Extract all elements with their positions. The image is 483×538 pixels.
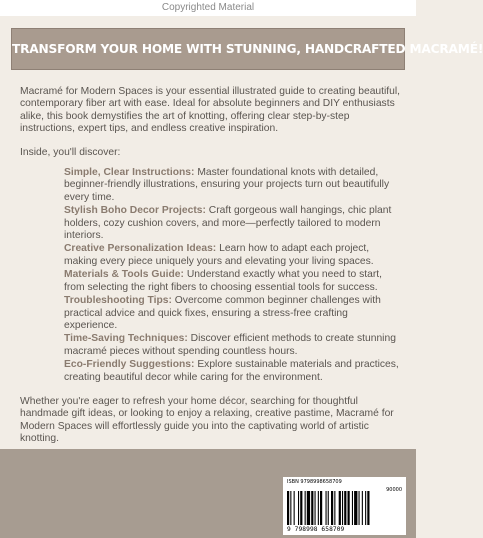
feature-list: [20, 167, 402, 384]
feature-text: Learn how to adapt each project, making every piece uniquely yours and elevating your living spaces.: [64, 243, 374, 267]
feature-title: Stylish Boho Decor Projects:: [64, 205, 206, 217]
feature-title: Simple, Clear Instructions:: [64, 167, 195, 179]
feature-text: Explore sustainable materials and practices, creating beautiful decor while caring for the environment.: [64, 359, 399, 383]
feature-title: Troubleshooting Tips:: [64, 295, 172, 307]
feature-title: Eco-Friendly Suggestions:: [64, 359, 195, 371]
isbn-digits: 9 798998 658709: [287, 526, 345, 533]
closing-paragraph: Whether you're eager to refresh your home décor, searching for thoughtful handmade gift ideas, or looking to enjoy a relaxing, creative pastime, Macramé for Modern Spaces will effortlessly guide you into the captivating world of artistic knotting.: [20, 395, 394, 445]
price-code: 90000: [386, 487, 402, 493]
feature-text: Craft gorgeous wall hangings, chic plant holders, cozy cushion covers, and more—perfectly tailored to modern interiors.: [64, 205, 392, 242]
feature-title: Creative Personalization Ideas:: [64, 243, 217, 255]
feature-text: Overcome common beginner challenges with practical advice and quick fixes, ensuring a stress-free crafting experience.: [64, 295, 381, 331]
barcode-box: [283, 477, 406, 535]
lead-line: Inside, you'll discover:: [20, 146, 121, 158]
feature-item: [64, 359, 402, 384]
feature-text: Understand exactly what you need to start, from selecting the right fibers to choosing essential tools for success.: [64, 269, 383, 293]
feature-text: Discover efficient methods to create stunning macramé pieces without spending countless hours.: [64, 333, 396, 357]
feature-text: Master foundational knots with detailed, beginner-friendly illustrations, ensuring your projects turn out beautifully every time.: [64, 167, 390, 203]
feature-item: [64, 205, 402, 242]
copyright-notice: Copyrighted Material: [0, 0, 416, 16]
back-cover: [0, 16, 483, 449]
headline-text: TRANSFORM YOUR HOME WITH STUNNING, HANDCRAFTED MACRAMÉ!: [12, 42, 483, 56]
intro-paragraph: Macramé for Modern Spaces is your essential illustrated guide to creating beautiful, contemporary fiber art with ease. Ideal for absolute beginners and DIY enthusiasts alike, this book demystifies the art of knotting, offering clear step-by-step instructions, expert tips, and endless creative inspiration.: [20, 86, 401, 135]
description: [20, 86, 402, 446]
barcode-icon: [287, 491, 402, 525]
isbn-label: ISBN 9798998658709: [287, 479, 342, 485]
feature-item: [64, 167, 402, 204]
feature-item: [64, 295, 402, 332]
feature-title: Materials & Tools Guide:: [64, 269, 184, 281]
headline-banner: [11, 28, 483, 70]
feature-item: [64, 333, 402, 358]
feature-item: [64, 243, 402, 268]
feature-item: [64, 269, 402, 294]
feature-title: Time-Saving Techniques:: [64, 333, 188, 345]
